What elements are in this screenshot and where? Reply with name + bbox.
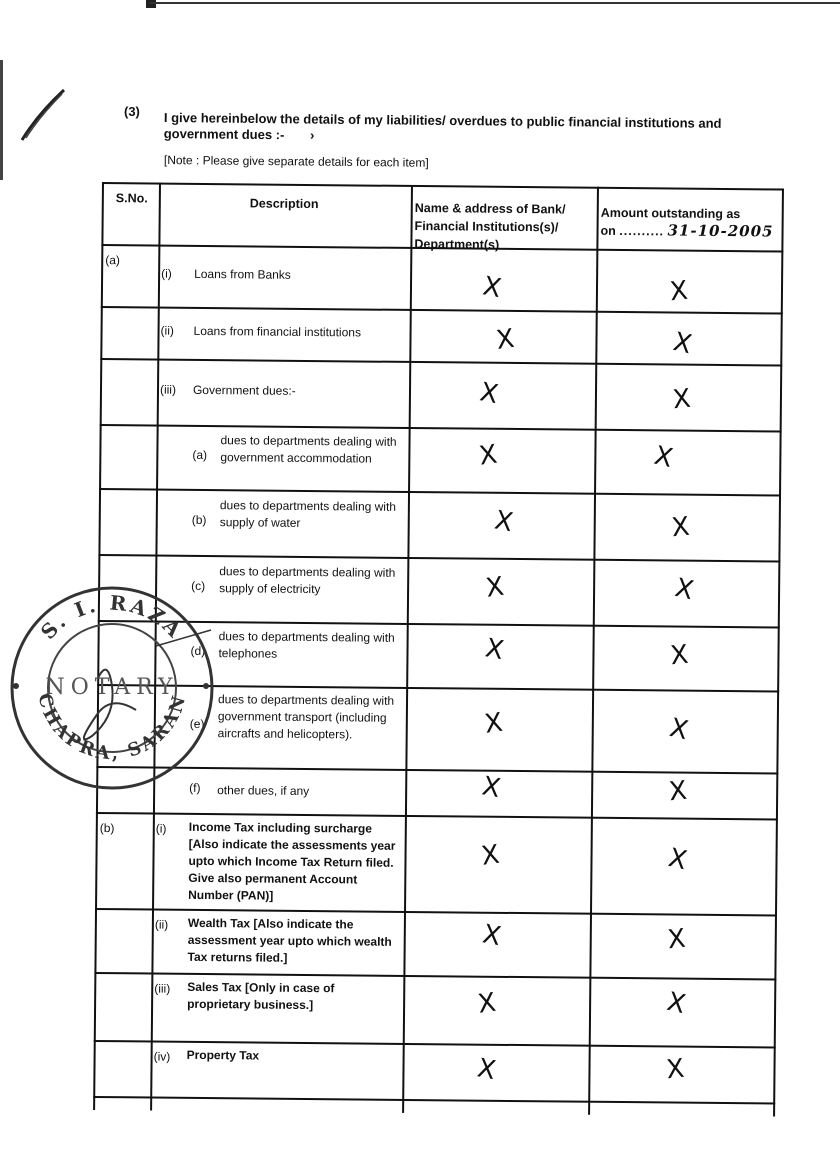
svg-text:S. I. RAZA: [36, 591, 188, 644]
row-sub-letter: (e): [189, 716, 205, 732]
row-sub-letter: (d): [190, 643, 206, 659]
row-number: (ii): [154, 917, 169, 932]
header-name-address: Name & address of Bank/ Financial Institutions(s)/ Department(s): [414, 201, 566, 252]
table-row: [98, 488, 781, 563]
row-number: (iii): [159, 382, 177, 397]
row-amount-mark: X: [670, 511, 691, 544]
row-name-mark: X: [476, 987, 498, 1020]
row-number: (ii): [160, 323, 174, 338]
stamp-bottom-text: CHAPRA, SARAN: [33, 690, 191, 765]
row-number: (i): [161, 266, 172, 281]
header-description: Description: [249, 196, 319, 212]
intro-arrow: ›: [309, 127, 315, 143]
row-name-mark: X: [484, 571, 506, 604]
row-sub-letter: (f): [189, 780, 201, 795]
header-sno: S.No.: [115, 191, 148, 206]
header-amount-label: Amount outstanding as: [600, 205, 741, 222]
table-row: [100, 358, 783, 433]
row-description: Loans from Banks: [194, 266, 291, 282]
row-name-mark: X: [477, 439, 500, 472]
notary-stamp: [6, 582, 218, 794]
row-name-mark: X: [479, 771, 503, 805]
row-amount-mark: X: [666, 923, 687, 956]
row-number: (iv): [153, 1049, 171, 1064]
row-amount-mark: X: [665, 842, 690, 877]
row-sno: (b): [99, 821, 115, 836]
header-amount: [600, 205, 780, 242]
row-amount-mark: X: [665, 1053, 686, 1086]
section-intro: [164, 110, 784, 148]
row-number: (iii): [154, 981, 171, 996]
row-amount-mark: X: [651, 440, 676, 474]
row-name-mark: X: [482, 707, 505, 740]
row-description: dues to departments dealing with supply of electricity: [219, 564, 396, 597]
row-name-mark: X: [477, 377, 501, 411]
row-name-mark: X: [492, 505, 516, 539]
intro-text: I give hereinbelow the details of my liabilities/ overdues to public financial institutions and government dues :-: [163, 110, 722, 143]
stamp-middle-text: NOTARY: [45, 675, 179, 700]
row-amount-mark: X: [664, 986, 689, 1021]
row-name-mark: X: [480, 919, 504, 953]
row-amount-mark: X: [668, 275, 690, 308]
section-note: [Note : Please give separate details for each item]: [163, 153, 429, 170]
row-description: dues to departments dealing with government transport (including aircrafts and helicopters).: [217, 692, 395, 742]
row-description: dues to departments dealing with telephones: [218, 629, 395, 661]
row-description: Sales Tax [Only in case of proprietary business.]: [187, 979, 335, 1013]
table-header-row: [101, 182, 784, 253]
table-row: [100, 306, 782, 367]
section-number: (3): [124, 104, 140, 119]
row-amount-mark: X: [671, 383, 693, 416]
table-row: [93, 1040, 776, 1105]
table-row: [94, 908, 777, 981]
row-number: (i): [155, 821, 167, 836]
row-description: Wealth Tax [Also indicate the assessment year upto which wealth Tax returns filed.]: [187, 915, 392, 965]
stamp-top-text: S. I. RAZA: [35, 590, 189, 644]
row-description: Property Tax: [186, 1047, 260, 1063]
row-description: Government dues:-: [192, 382, 296, 398]
row-amount-mark: X: [667, 775, 689, 808]
row-sno: (a): [105, 253, 120, 268]
row-amount-mark: X: [669, 639, 690, 672]
row-sub-letter: (c): [191, 578, 206, 594]
row-name-mark: X: [479, 839, 502, 872]
header-amount-on: on: [600, 223, 616, 238]
row-description: Loans from financial institutions: [193, 323, 362, 340]
row-name-mark: X: [480, 271, 504, 305]
pen-stroke: [18, 84, 68, 144]
row-description: Income Tax including surcharge [Also indicate the assessments year upto which Income Tax Return filed. Give also permanent Account Number (PAN)]: [188, 819, 396, 903]
scan-line-top: [150, 2, 840, 4]
row-sub-letter: (b): [191, 512, 207, 528]
row-description: other dues, if any: [217, 783, 310, 799]
row-amount-mark: X: [672, 573, 697, 607]
row-name-mark: X: [494, 323, 517, 356]
row-name-mark: X: [483, 633, 507, 667]
table-row: [99, 424, 782, 497]
row-description: dues to departments dealing with government accommodation: [220, 433, 397, 466]
header-amount-dots: ..........: [619, 223, 665, 239]
row-name-mark: X: [474, 1053, 498, 1087]
table-row: [94, 972, 777, 1049]
scan-mark-left: [0, 60, 3, 180]
row-amount-mark: X: [666, 712, 691, 747]
row-sub-letter: (a): [192, 447, 208, 463]
row-amount-mark: X: [670, 327, 695, 361]
table-row: [95, 812, 778, 917]
header-amount-on-line: [600, 222, 780, 242]
row-description: dues to departments dealing with supply of water: [219, 498, 397, 530]
header-amount-date: 31-10-2005: [667, 221, 774, 241]
table-row: [101, 244, 784, 315]
